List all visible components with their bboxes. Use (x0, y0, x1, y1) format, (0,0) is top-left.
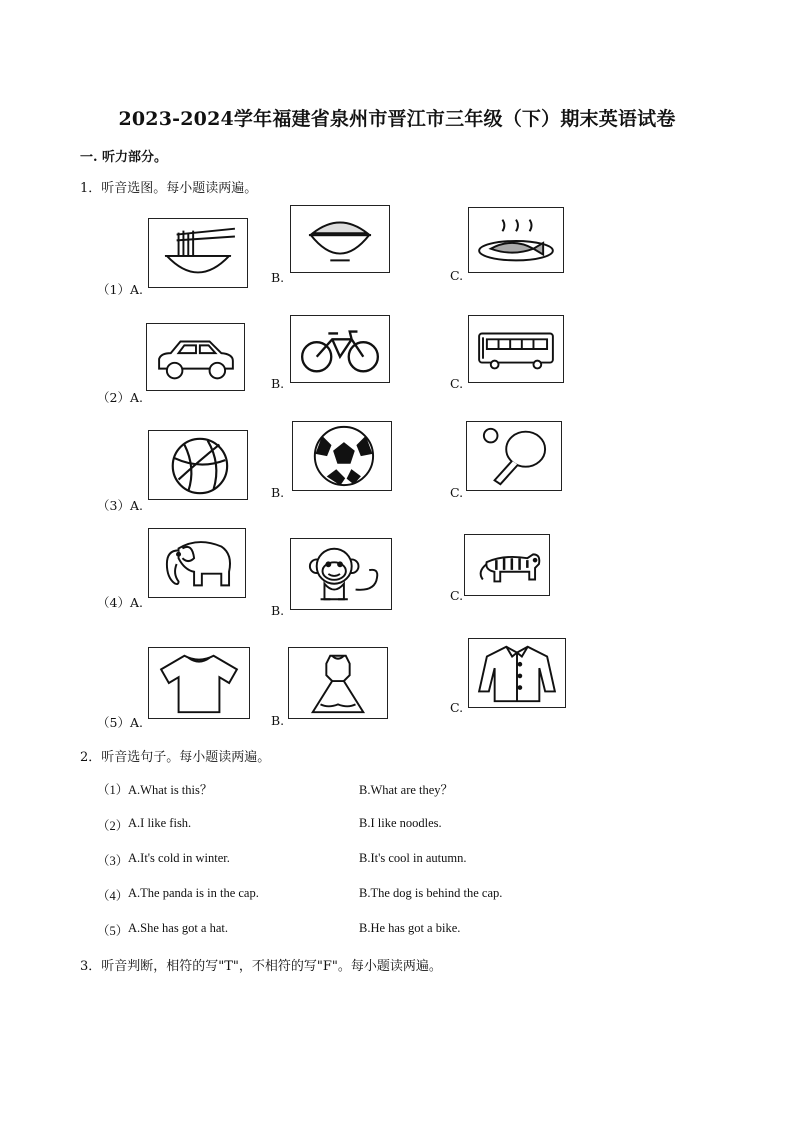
t-shirt-icon (149, 648, 249, 718)
q2-item4-option-b[interactable]: B.The dog is behind the cap. (359, 886, 503, 900)
q1-instruction: 1．听音选图。每小题读两遍。 (80, 181, 258, 196)
option-2a-picture[interactable] (146, 323, 245, 391)
q1-item1-label-b: B. (271, 270, 285, 285)
shirt-icon (469, 639, 565, 707)
q2-item1-number: （1） (97, 783, 129, 797)
q1-item5-label-b: B. (271, 713, 285, 728)
car-icon (147, 324, 244, 390)
option-1a-picture[interactable] (148, 218, 248, 288)
option-2c-picture[interactable] (468, 315, 564, 383)
q2-item2-option-a[interactable]: A.I like fish. (128, 816, 192, 830)
q2-item3-option-a[interactable]: A.It's cold in winter. (128, 851, 230, 865)
noodles-icon (149, 219, 247, 287)
option-3b-picture[interactable] (292, 421, 392, 491)
q2-item5-option-a[interactable]: A.She has got a hat. (128, 921, 228, 935)
bicycle-icon (291, 316, 389, 382)
q1-item2-label-b: B. (271, 376, 285, 391)
elephant-icon (149, 529, 245, 597)
option-4b-picture[interactable] (290, 538, 392, 610)
q2-item5-number: （5） (97, 924, 129, 938)
q1-item4-label-a: （4）A. (97, 595, 143, 610)
option-5a-picture[interactable] (148, 647, 250, 719)
q2-item1-option-b[interactable]: B.What are they？ (359, 783, 454, 797)
option-1c-picture[interactable] (468, 207, 564, 273)
q1-item5-label-a: （5）A. (97, 715, 143, 730)
option-2b-picture[interactable] (290, 315, 390, 383)
q2-item2-option-b[interactable]: B.I like noodles. (359, 816, 442, 830)
option-3c-picture[interactable] (466, 421, 562, 491)
ping-pong-icon (467, 422, 561, 490)
basketball-icon (149, 431, 247, 499)
bus-icon (469, 316, 563, 382)
q2-item3-option-b[interactable]: B.It's cool in autumn. (359, 851, 467, 865)
q1-item2-label-a: （2）A. (97, 390, 143, 405)
rice-icon (291, 206, 389, 272)
q1-item4-label-b: B. (271, 603, 285, 618)
option-3a-picture[interactable] (148, 430, 248, 500)
q1-item1-label-c: C. (450, 268, 464, 283)
option-5b-picture[interactable] (288, 647, 388, 719)
page-title: 2023-2024学年福建省泉州市晋江市三年级（下）期末英语试卷 (118, 108, 676, 130)
q3-instruction: 3．听音判断，相符的写"T"，不相符的写"F"。每小题读两遍。 (80, 959, 442, 974)
q1-item5-label-c: C. (450, 700, 464, 715)
option-5c-picture[interactable] (468, 638, 566, 708)
q1-item2-label-c: C. (450, 376, 464, 391)
tiger-icon (465, 535, 549, 595)
q2-item5-option-b[interactable]: B.He has got a bike. (359, 921, 461, 935)
q2-item4-option-a[interactable]: A.The panda is in the cap. (128, 886, 259, 900)
section-heading-listening: 一. 听力部分。 (80, 150, 168, 165)
fish-icon (469, 208, 563, 272)
q1-item1-label-a: （1）A. (97, 282, 143, 297)
dress-icon (289, 648, 387, 718)
option-4a-picture[interactable] (148, 528, 246, 598)
football-icon (293, 422, 391, 490)
q1-item4-label-c: C. (450, 588, 464, 603)
option-1b-picture[interactable] (290, 205, 390, 273)
monkey-icon (291, 539, 391, 609)
option-4c-picture[interactable] (464, 534, 550, 596)
q2-item2-number: （2） (97, 819, 129, 833)
q1-item3-label-a: （3）A. (97, 498, 143, 513)
q1-item3-label-b: B. (271, 485, 285, 500)
q2-item3-number: （3） (97, 854, 129, 868)
q1-item3-label-c: C. (450, 485, 464, 500)
q2-item1-option-a[interactable]: A.What is this？ (128, 783, 213, 797)
q2-item4-number: （4） (97, 889, 129, 903)
q2-instruction: 2．听音选句子。每小题读两遍。 (80, 750, 271, 765)
